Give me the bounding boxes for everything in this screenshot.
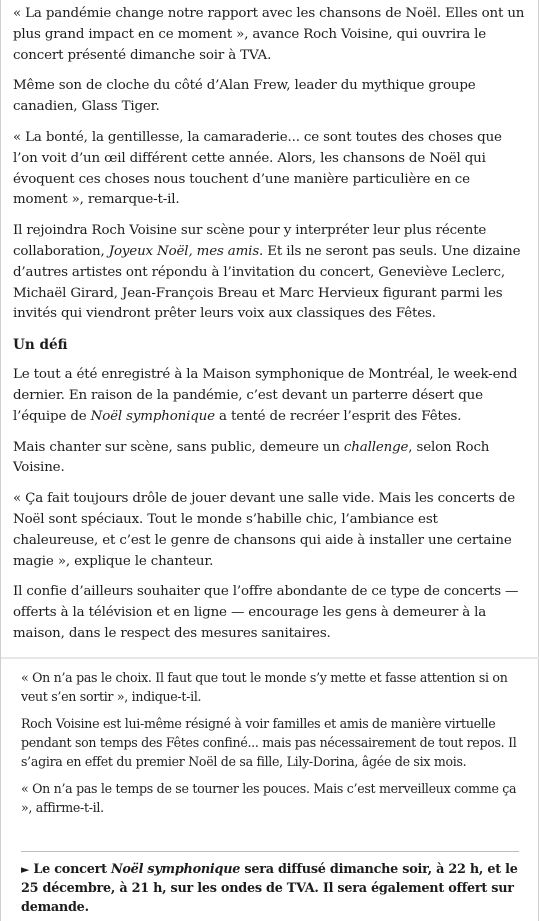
text-run: « Ça fait toujours drôle de jouer devant une salle vide. Mais les concerts de Noël sont spéciaux. Tout le monde s’habille chic, l’ambiance est chaleureuse, et c’est le genre de chansons qui aide à installer une certaine magie », explique le chanteur. (13, 491, 516, 569)
text-run: Mais chanter sur scène, sans public, demeure un (13, 439, 344, 455)
paragraph (13, 221, 525, 325)
italic-text: challenge (343, 439, 409, 455)
note-divider (21, 851, 519, 852)
text-run: , selon Roch Voisine. (13, 439, 490, 476)
text-run: Même son de cloche du côté d’Alan Frew, leader du mythique groupe canadien, Glass Tiger. (13, 78, 476, 115)
section-divider (1, 657, 539, 659)
paragraph (13, 365, 525, 427)
paragraph (13, 489, 525, 572)
text-run: . Et ils ne seront pas seuls. Une dizaine d’autres artistes ont répondu à l’invitation du concert, Geneviève Leclerc, Michaël Girard, Jean-François Breau et Marc Hervieux figurant parmi les invités qui viendront prêter leurs voix aux classiques des Fêtes. (13, 243, 521, 322)
paragraph (13, 76, 525, 118)
text-run: Il rejoindra Roch Voisine sur scène pour y interpréter leur plus récente collaboration, (13, 223, 487, 259)
broadcast-note-text (21, 862, 518, 915)
text-run: Le concert (29, 862, 111, 877)
broadcast-note (21, 860, 521, 917)
paragraph (21, 668, 521, 706)
text-run: « On n’a pas le choix. Il faut que tout le monde s’y mette et fasse attention si on veut s’en sortir », indique-t-il. (21, 670, 508, 704)
paragraph (13, 582, 525, 644)
article-body-bottom (21, 668, 521, 825)
text-run: Il confie d’ailleurs souhaiter que l’offre abondante de ce type de concerts — offerts à la télévision et en ligne — encourage les gens à demeurer à la maison, dans le respect des mesures sanitaires. (13, 584, 519, 641)
paragraph-group-top (13, 4, 525, 325)
italic-text: Noël symphonique (110, 862, 241, 877)
text-run: Le tout a été enregistré à la Maison symphonique de Montréal, le week-end dernier. En raison de la pandémie, c’est devant un parterre désert que l’équipe de (13, 367, 518, 424)
article-body-top (13, 4, 525, 655)
section-heading: Un défi (13, 337, 68, 354)
paragraph (13, 438, 525, 480)
text-run: sera diffusé dimanche soir, à 22 h, et le 25 décembre, à 21 h, sur les ondes de TVA. Il sera également offert sur demande. (21, 862, 518, 915)
paragraph (13, 128, 525, 211)
triangle-arrow-icon: ► (21, 863, 30, 876)
text-run: a tenté de recréer l’esprit des Fêtes. (214, 408, 462, 424)
paragraph (21, 779, 521, 817)
text-run: « La pandémie change notre rapport avec les chansons de Noël. Elles ont un plus grand impact en ce moment », avance Roch Voisine, qui ouvrira le concert présenté dimanche soir à TVA. (13, 6, 525, 63)
text-run: « La bonté, la gentillesse, la camaraderie... ce sont toutes des choses que l’on voit d’un œil différent cette année. Alors, les chansons de Noël qui évoquent ces choses nous touchent d’une manière particulière en ce moment », remarque-t-il. (13, 129, 502, 208)
paragraph (21, 714, 521, 771)
italic-text: Joyeux Noël, mes amis (108, 243, 260, 259)
paragraph-group-middle (13, 365, 525, 645)
paragraph (13, 4, 525, 66)
text-run: Roch Voisine est lui-même résigné à voir familles et amis de manière virtuelle pendant son temps des Fêtes confiné... mais pas nécessairement de tout repos. Il s’agira en effet du premier Noël de sa fille, Lily-Dorina, âgée de six mois. (21, 716, 517, 769)
italic-text: Noël symphonique (90, 408, 215, 424)
paragraph-group-bottom (21, 668, 521, 817)
text-run: « On n’a pas le temps de se tourner les pouces. Mais c’est merveilleux comme ça », affirme-t-il. (21, 781, 517, 815)
